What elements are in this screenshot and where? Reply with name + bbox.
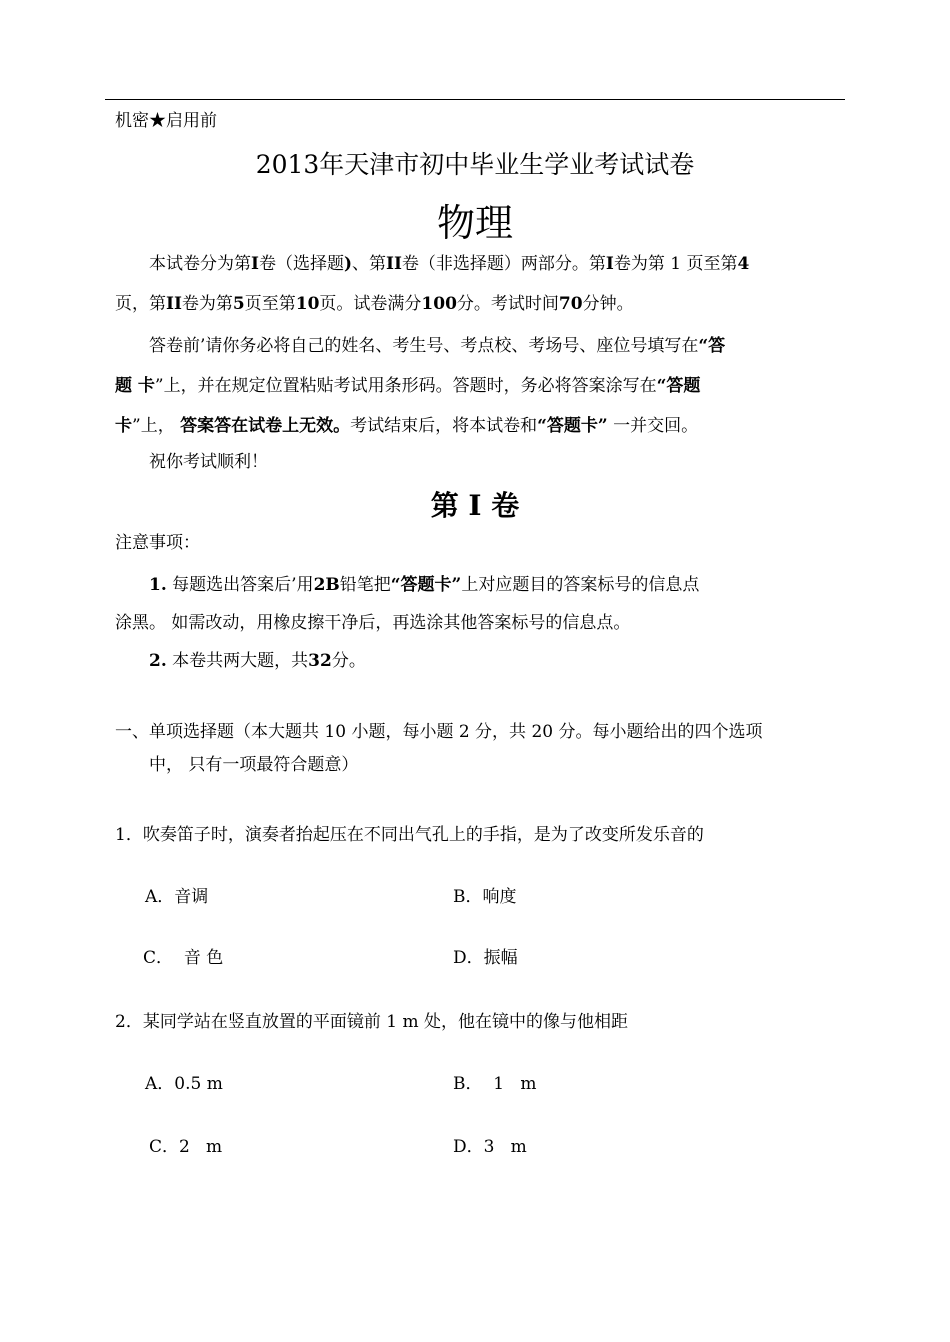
intro-bold: 题 卡 <box>115 376 155 396</box>
intro-bold: 4 <box>737 254 750 274</box>
note-1-line-2: 涂黑。 如需改动，用橡皮擦干净后，再选涂其他答案标号的信息点。 <box>115 613 631 633</box>
intro-text: 页至第 <box>244 294 296 314</box>
intro-paragraph-2 <box>115 326 805 446</box>
intro-bold: “答题 <box>656 376 701 396</box>
question-2-stem: 2．某同学站在竖直放置的平面镜前 1 m 处，他在镜中的像与他相距 <box>115 1012 628 1032</box>
intro-text: 卷为第 1 页至第 <box>613 254 738 274</box>
question-1-option-d: D．振幅 <box>453 948 518 968</box>
question-1-option-a: A．音调 <box>145 887 209 907</box>
note-bold: 2B <box>313 575 340 595</box>
subject-title: 物理 <box>436 201 513 245</box>
note-text: 每题选出答案后’用 <box>172 575 314 595</box>
intro-text: 考试结束后，将本试卷和 <box>350 416 538 436</box>
intro-bold: I <box>605 254 614 274</box>
note-text: 上对应题目的答案标号的信息点 <box>461 575 700 595</box>
intro-bold: 100 <box>421 294 457 314</box>
intro-bold: “答 <box>698 336 726 356</box>
question-2-option-d: D．3 m <box>453 1137 527 1157</box>
section-1-heading-line-1: 一、单项选择题（本大题共 10 小题，每小题 2 分，共 20 分。每小题给出的四个选项 <box>115 722 763 742</box>
intro-text: 分。考试时间 <box>456 294 559 314</box>
question-1-option-b: B．响度 <box>453 887 517 907</box>
note-text: 本卷共两大题，共 <box>172 651 309 671</box>
intro-paragraph-1 <box>115 244 805 324</box>
note-number: 2. <box>149 651 167 671</box>
intro-bold: “答题卡” <box>537 416 608 436</box>
intro-text: 页。试卷满分 <box>319 294 422 314</box>
intro-text: 分钟。 <box>582 294 634 314</box>
note-text: 铅笔把 <box>339 575 391 595</box>
note-text: 分。 <box>331 651 366 671</box>
note-1-line-1 <box>149 570 699 595</box>
intro-text: ”上，并在规定位置粘贴考试用条形码。答题时，务必将答案涂写在 <box>154 376 657 396</box>
exam-title: 2013年天津市初中毕业生学业考试试卷 <box>255 150 695 179</box>
intro-text: 本试卷分为第 <box>149 254 251 274</box>
question-1-stem: 1．吹奏笛子时，演奏者抬起压在不同出气孔上的手指，是为了改变所发乐音的 <box>115 825 704 845</box>
note-bold: “答题卡” <box>390 575 462 595</box>
good-luck-text: 祝你考试顺利！ <box>149 452 268 472</box>
question-2-option-a: A．0.5 m <box>145 1074 223 1094</box>
confidential-label: 机密★启用前 <box>115 111 217 131</box>
intro-bold: II <box>166 294 182 314</box>
intro-text: 、第 <box>352 254 386 274</box>
intro-text: 卷（非选择题）两部分。第 <box>401 254 606 274</box>
intro-bold: ) <box>343 254 352 274</box>
intro-bold: I <box>251 254 259 274</box>
note-number: 1. <box>149 575 167 595</box>
header-rule <box>105 99 845 100</box>
note-2 <box>149 646 366 671</box>
intro-bold: 答案答在试卷上无效。 <box>180 416 351 436</box>
intro-bold: 卡 <box>115 416 132 436</box>
intro-text: ”上， <box>132 416 175 436</box>
question-2-option-c: C．2 m <box>149 1137 223 1157</box>
section-1-heading-line-2: 中， 只有一项最符合题意） <box>149 755 359 775</box>
question-1-option-c: C． 音 色 <box>143 948 224 968</box>
intro-bold: 5 <box>232 294 245 314</box>
note-bold: 32 <box>308 651 332 671</box>
intro-text: 卷为第 <box>181 294 233 314</box>
intro-text: 卷（选择题 <box>258 254 344 274</box>
intro-text: 页，第 <box>115 294 166 314</box>
intro-text: 一并交回。 <box>613 416 699 436</box>
question-2-option-b: B． 1 m <box>453 1074 537 1094</box>
intro-bold: II <box>386 254 402 274</box>
intro-bold: 10 <box>295 294 320 314</box>
intro-text: 答卷前’请你务必将自己的姓名、考生号、考点校、考场号、座位号填写在 <box>149 336 699 356</box>
intro-bold: 70 <box>558 294 583 314</box>
notes-heading: 注意事项： <box>115 533 200 553</box>
volume-1-title: 第 I 卷 <box>430 489 520 522</box>
